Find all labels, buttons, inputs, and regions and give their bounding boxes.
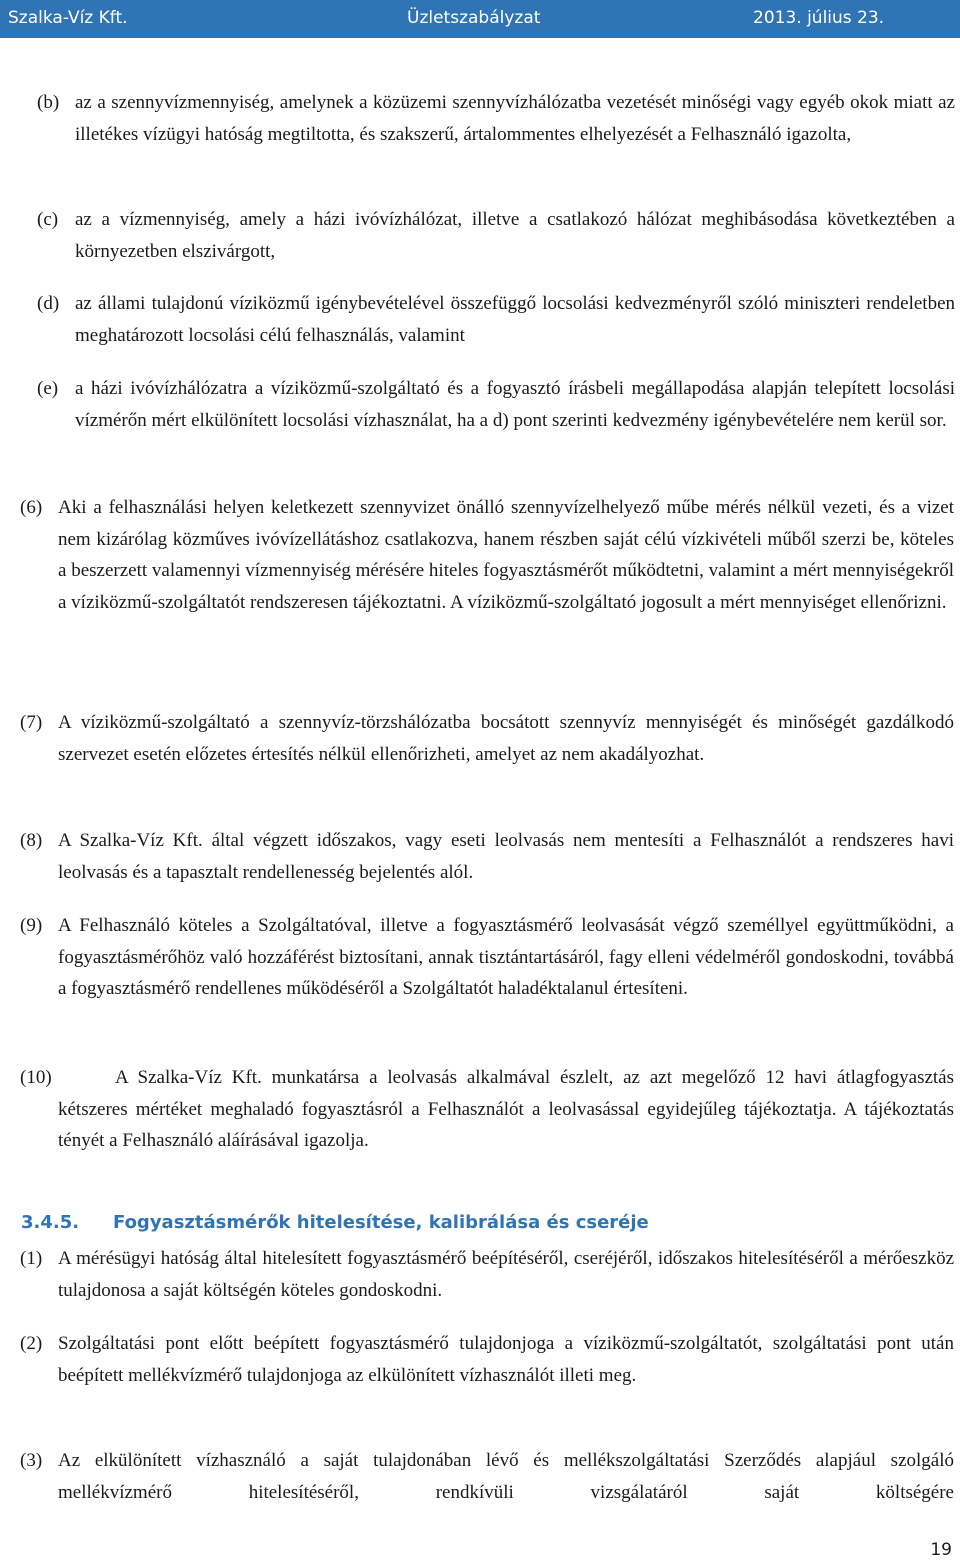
paragraph-7	[20, 707, 954, 770]
paragraph-label: (e)	[37, 378, 59, 399]
paragraph-label: (7)	[20, 712, 43, 733]
paragraph-label: (c)	[37, 209, 59, 230]
paragraph-text: A Szalka-Víz Kft. által végzett időszakos, vagy eseti leolvasás nem mentesíti a Felhasználót a rendszeres havi leolvasás és a tapasztalt rendellenesség bejelentés alól.	[58, 830, 954, 883]
paragraph-e	[37, 373, 955, 436]
paragraph-label: (3)	[20, 1450, 43, 1471]
section-paragraph-2	[20, 1328, 954, 1391]
paragraph-label: (10)	[20, 1067, 52, 1088]
section-number: 3.4.5.	[21, 1212, 80, 1233]
paragraph-c	[37, 204, 955, 267]
paragraph-label: (2)	[20, 1333, 43, 1354]
paragraph-text: Az elkülönített vízhasználó a saját tulajdonában lévő és mellékszolgáltatási Szerződés alapjául szolgáló mellékvízmérő hitelesítéséről, rendkívüli vizsgálatáról saját költségére	[58, 1450, 954, 1503]
header-company: Szalka-Víz Kft.	[8, 8, 128, 28]
paragraph-label: (1)	[20, 1248, 43, 1269]
paragraph-b	[37, 87, 955, 150]
paragraph-text: a házi ivóvízhálózatra a víziközmű-szolgáltató és a fogyasztó írásbeli megállapodása alapján telepített locsolási vízmérőn mért elkülönített locsolási vízhasználat, ha a d) pont szerinti kedvezmény igénybevételére nem kerül sor.	[75, 378, 955, 431]
paragraph-d	[37, 288, 955, 351]
section-title: Fogyasztásmérők hitelesítése, kalibrálása és cseréje	[113, 1212, 649, 1233]
section-paragraph-3	[20, 1445, 954, 1508]
section-heading	[21, 1212, 649, 1233]
paragraph-9	[20, 910, 954, 1005]
page-number: 19	[930, 1540, 952, 1560]
paragraph-6	[20, 492, 954, 618]
paragraph-label: (b)	[37, 92, 60, 113]
paragraph-8	[20, 825, 954, 888]
paragraph-text: Aki a felhasználási helyen keletkezett szennyvizet önálló szennyvízelhelyező műbe mérés nélkül vezeti, és a vizet nem kizárólag közműves ivóvízellátáshoz csatlakozva, hanem részben saját célú vízkivételi műből szerzi be, köteles a beszerzett valamennyi vízmennyiség mérésére hiteles fogyasztásmérőt működtetni, valamint a mért mennyiségekről a víziközmű-szolgáltatót rendszeresen tájékoztatni. A víziközmű-szolgáltató jogosult a mért mennyiséget ellenőrizni.	[58, 497, 954, 613]
paragraph-text: A víziközmű-szolgáltató a szennyvíz-törzshálózatba bocsátott szennyvíz mennyiségét és minőségét gazdálkodó szervezet esetén előzetes értesítés nélkül ellenőrizheti, amelyet az nem akadályozhat.	[58, 712, 954, 765]
page-header	[0, 0, 960, 38]
paragraph-label: (9)	[20, 915, 43, 936]
section-paragraph-1	[20, 1243, 954, 1306]
paragraph-text: A mérésügyi hatóság által hitelesített fogyasztásmérő beépítéséről, cseréjéről, időszakos hitelesítéséről a mérőeszköz tulajdonosa a saját költségén köteles gondoskodni.	[58, 1248, 954, 1301]
header-title: Üzletszabályzat	[407, 8, 541, 28]
paragraph-label: (8)	[20, 830, 43, 851]
paragraph-text: A Felhasználó köteles a Szolgáltatóval, illetve a fogyasztásmérő leolvasását végző személlyel együttműködni, a fogyasztásmérőhöz való hozzáférést biztosítani, annak tisztántartásáról, fagy elleni védelméről gondoskodni, továbbá a fogyasztásmérő rendellenes működéséről a Szolgáltatót haladéktalanul értesíteni.	[58, 915, 954, 999]
header-date: 2013. július 23.	[753, 8, 885, 28]
paragraph-text: A Szalka-Víz Kft. munkatársa a leolvasás alkalmával észlelt, az azt megelőző 12 havi átlagfogyasztás kétszeres mértéket meghaladó fogyasztásról a Felhasználót a leolvasással egyidejűleg tájékoztatja. A tájékoztatás tényét a Felhasználó aláírásával igazolja.	[58, 1067, 954, 1151]
paragraph-text: Szolgáltatási pont előtt beépített fogyasztásmérő tulajdonjoga a víziközmű-szolgáltatót, szolgáltatási pont után beépített mellékvízmérő tulajdonjoga az elkülönített vízhasználót illeti meg.	[58, 1333, 954, 1386]
paragraph-label: (d)	[37, 293, 60, 314]
paragraph-10	[20, 1062, 954, 1157]
paragraph-text: az a vízmennyiség, amely a házi ivóvízhálózat, illetve a csatlakozó hálózat meghibásodása következtében a környezetben elszivárgott,	[75, 209, 955, 262]
paragraph-label: (6)	[20, 497, 43, 518]
paragraph-text: az állami tulajdonú víziközmű igénybevételével összefüggő locsolási kedvezményről szóló miniszteri rendeletben meghatározott locsolási célú felhasználás, valamint	[75, 293, 955, 346]
paragraph-text: az a szennyvízmennyiség, amelynek a közüzemi szennyvízhálózatba vezetését minőségi vagy egyéb okok miatt az illetékes vízügyi hatóság megtiltotta, és szakszerű, ártalommentes elhelyezését a Felhasználó igazolta,	[75, 92, 955, 145]
